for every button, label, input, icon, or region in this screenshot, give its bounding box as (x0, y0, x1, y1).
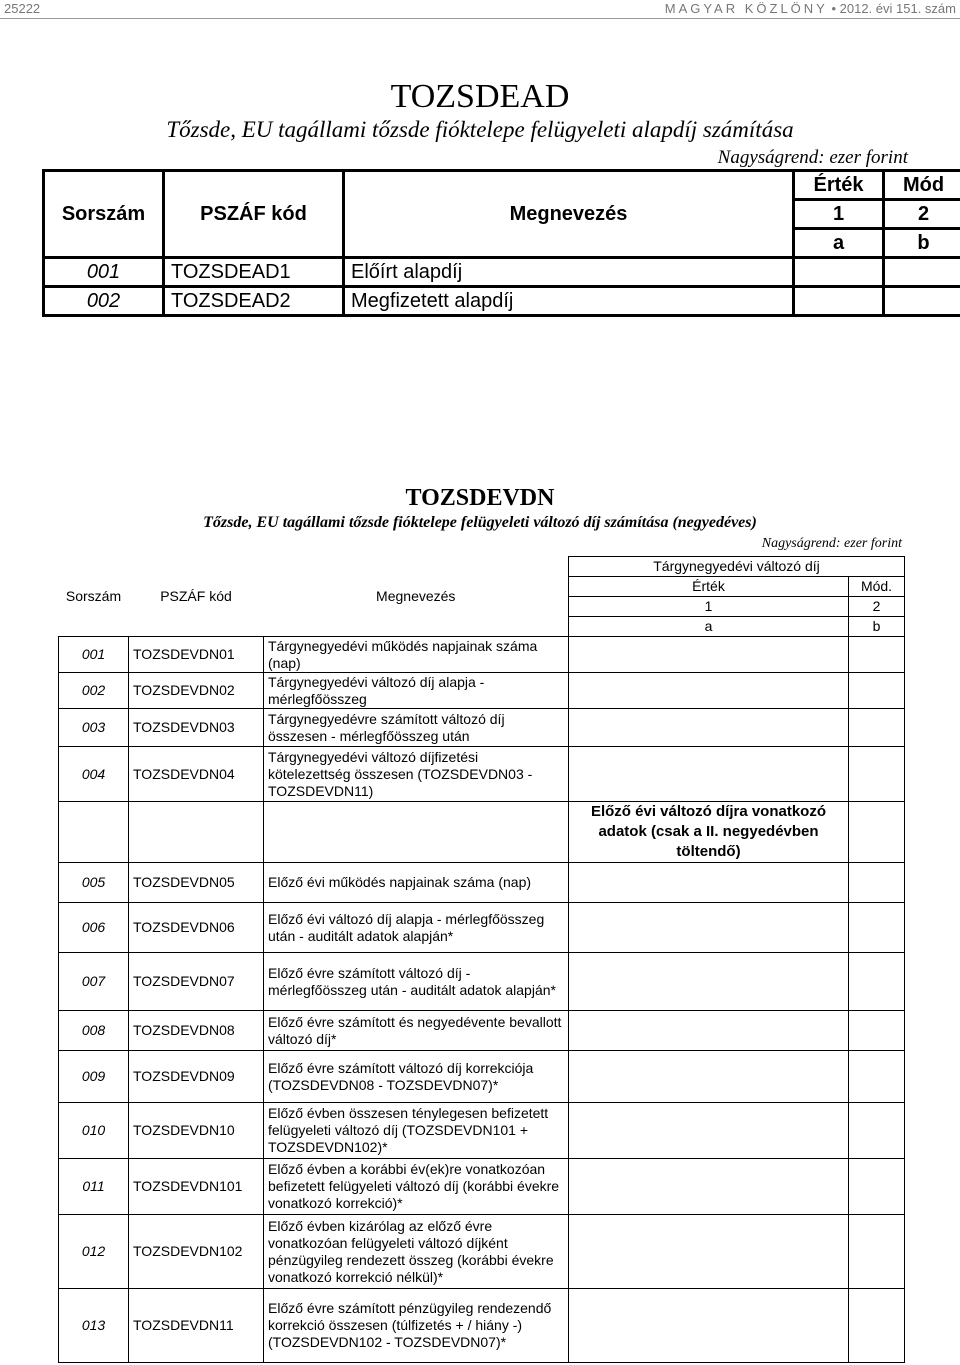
mod-cell[interactable] (849, 1051, 905, 1103)
form1-header-colb: b (884, 229, 960, 258)
row-name: Előző évi változó díj alapja - mérlegfőösszeg után - auditált adatok alapján* (264, 903, 569, 953)
row-name: Tárgynegyedévi működés napjainak száma (nap) (264, 637, 569, 673)
mod-cell[interactable] (849, 863, 905, 903)
mod-cell[interactable] (849, 1011, 905, 1051)
row-code: TOZSDEVDN11 (129, 1289, 264, 1363)
row-name: Előző évre számított változó díj - mérlegfőösszeg után - auditált adatok alapján* (264, 953, 569, 1011)
row-number: 012 (59, 1215, 129, 1289)
form1-header-row (44, 171, 960, 200)
table-row (44, 258, 960, 287)
row-code: TOZSDEAD1 (164, 258, 344, 287)
value-cell[interactable] (569, 673, 849, 709)
table-row (59, 903, 905, 953)
row-code: TOZSDEVDN05 (129, 863, 264, 903)
row-name: Előző évben összesen ténylegesen befizetett felügyeleti változó díj (TOZSDEVDN101 + TOZSDEVDN102)* (264, 1103, 569, 1159)
row-name: Előző évre számított pénzügyileg rendezendő korrekció összesen (túlfizetés + / hiány -) (TOZSDEVDN102 - TOZSDEVDN07)* (264, 1289, 569, 1363)
mod-cell[interactable] (849, 747, 905, 802)
form2-header-colb: b (849, 617, 905, 637)
value-cell[interactable] (794, 287, 884, 316)
form1-header-pszaf: PSZÁF kód (164, 171, 344, 258)
form2-subtitle: Tőzsde, EU tagállami tőzsde fióktelepe felügyeleti változó díj számítása (negyedéves) (203, 514, 757, 531)
value-cell[interactable] (569, 637, 849, 673)
table-row (59, 747, 905, 802)
row-number: 005 (59, 863, 129, 903)
form1-header-col2: 2 (884, 200, 960, 229)
table-row (59, 637, 905, 673)
row-code: TOZSDEVDN06 (129, 903, 264, 953)
table-row (59, 673, 905, 709)
mod-cell[interactable] (849, 1103, 905, 1159)
form1-header-cola: a (794, 229, 884, 258)
form2-header-col2: 2 (849, 597, 905, 617)
table-row (59, 1159, 905, 1215)
mod-cell[interactable] (884, 287, 960, 316)
journal-name: MAGYAR KÖZLÖNY (664, 1, 828, 16)
form2-header-megnevezes: Megnevezés (376, 587, 456, 604)
value-cell[interactable] (569, 1103, 849, 1159)
row-number: 002 (59, 673, 129, 709)
row-code: TOZSDEAD2 (164, 287, 344, 316)
row-code: TOZSDEVDN07 (129, 953, 264, 1011)
value-cell[interactable] (569, 1051, 849, 1103)
value-cell[interactable] (569, 863, 849, 903)
row-name: Tárgynegyedévre számított változó díj összesen - mérlegfőösszeg után (264, 709, 569, 747)
table-row (59, 863, 905, 903)
form2-header-col1: 1 (569, 597, 849, 617)
row-number: 001 (59, 637, 129, 673)
row-number: 009 (59, 1051, 129, 1103)
table-row (59, 953, 905, 1011)
table-row (44, 287, 960, 316)
divider-cell (59, 802, 129, 863)
row-number: 003 (59, 709, 129, 747)
row-number: 011 (59, 1159, 129, 1215)
mod-cell[interactable] (849, 709, 905, 747)
row-code: TOZSDEVDN04 (129, 747, 264, 802)
form1-code-title: TOZSDEAD (390, 78, 570, 115)
form2-header-cola: a (569, 617, 849, 637)
value-cell[interactable] (569, 1011, 849, 1051)
table-row (59, 1289, 905, 1363)
row-number: 001 (44, 258, 164, 287)
form1-subtitle: Tőzsde, EU tagállami tőzsde fióktelepe felügyeleti alapdíj számítása (166, 117, 794, 142)
table-row (59, 1215, 905, 1289)
row-name: Megfizetett alapdíj (344, 287, 794, 316)
row-number: 008 (59, 1011, 129, 1051)
row-name: Tárgynegyedévi változó díj alapja - mérlegfőösszeg (264, 673, 569, 709)
value-cell[interactable] (569, 953, 849, 1011)
header-rule (0, 18, 960, 19)
value-cell[interactable] (569, 1289, 849, 1363)
table-row (59, 709, 905, 747)
row-number: 007 (59, 953, 129, 1011)
row-code: TOZSDEVDN03 (129, 709, 264, 747)
mod-cell[interactable] (849, 1289, 905, 1363)
table-row (59, 1011, 905, 1051)
table-row (59, 1051, 905, 1103)
row-name: Előző évi működés napjainak száma (nap) (264, 863, 569, 903)
form1-header-col1: 1 (794, 200, 884, 229)
previous-year-divider (59, 802, 905, 863)
mod-cell[interactable] (849, 1159, 905, 1215)
row-name: Előző évre számított és negyedévente bevallott változó díj* (264, 1011, 569, 1051)
divider-cell (849, 802, 905, 863)
row-name: Előírt alapdíj (344, 258, 794, 287)
form1-header-sorszam: Sorszám (44, 171, 164, 258)
form2-code-title: TOZSDEVDN (405, 485, 555, 511)
value-cell[interactable] (569, 747, 849, 802)
form1-table (42, 169, 960, 317)
divider-cell (129, 802, 264, 863)
form2-header-group: Tárgynegyedévi változó díj (569, 557, 905, 577)
value-cell[interactable] (569, 1159, 849, 1215)
mod-cell[interactable] (884, 258, 960, 287)
form1-header-megnevezes: Megnevezés (344, 171, 794, 258)
divider-cell (264, 802, 569, 863)
form2-header-pszaf: PSZÁF kód (160, 587, 232, 604)
row-number: 004 (59, 747, 129, 802)
journal-info: MAGYAR KÖZLÖNY • 2012. évi 151. szám (664, 1, 956, 16)
mod-cell[interactable] (849, 673, 905, 709)
form2-table (58, 556, 905, 1363)
form2-header-sorszam: Sorszám (65, 587, 122, 604)
row-code: TOZSDEVDN02 (129, 673, 264, 709)
page-number: 25222 (4, 1, 41, 16)
form2-header-ertek: Érték (569, 577, 849, 597)
mod-cell[interactable] (849, 1215, 905, 1289)
row-code: TOZSDEVDN08 (129, 1011, 264, 1051)
row-name: Előző évben a korábbi év(ek)re vonatkozóan befizetett felügyeleti változó díj (korábbi évekre vonatkozó korrekció)* (264, 1159, 569, 1215)
page-header (0, 0, 960, 20)
form1-unit: Nagyságrend: ezer forint (717, 147, 908, 168)
form2-header-row (59, 557, 905, 577)
journal-issue: 2012. évi 151. szám (839, 1, 956, 16)
value-cell[interactable] (569, 903, 849, 953)
form1-header-ertek: Érték (794, 171, 884, 200)
row-code: TOZSDEVDN101 (129, 1159, 264, 1215)
row-number: 010 (59, 1103, 129, 1159)
row-name: Tárgynegyedévi változó díjfizetési kötelezettség összesen (TOZSDEVDN03 - TOZSDEVDN11) (264, 747, 569, 802)
row-number: 002 (44, 287, 164, 316)
mod-cell[interactable] (849, 953, 905, 1011)
previous-year-note: Előző évi változó díjra vonatkozó adatok (csak a II. negyedévben töltendő) (569, 802, 849, 863)
table-row (59, 1103, 905, 1159)
row-number: 013 (59, 1289, 129, 1363)
row-name: Előző évre számított változó díj korrekciója (TOZSDEVDN08 - TOZSDEVDN07)* (264, 1051, 569, 1103)
row-code: TOZSDEVDN09 (129, 1051, 264, 1103)
row-number: 006 (59, 903, 129, 953)
row-code: TOZSDEVDN10 (129, 1103, 264, 1159)
value-cell[interactable] (794, 258, 884, 287)
form2-header-mod: Mód. (849, 577, 905, 597)
form2-unit: Nagyságrend: ezer forint (761, 536, 902, 551)
row-code: TOZSDEVDN01 (129, 637, 264, 673)
mod-cell[interactable] (849, 903, 905, 953)
value-cell[interactable] (569, 1215, 849, 1289)
form1-header-mod: Mód (884, 171, 960, 200)
mod-cell[interactable] (849, 637, 905, 673)
row-code: TOZSDEVDN102 (129, 1215, 264, 1289)
row-name: Előző évben kizárólag az előző évre vonatkozóan felügyeleti változó díjként pénzügyileg rendezett összeg (korábbi évekre vonatkozó korrekció nélkül)* (264, 1215, 569, 1289)
value-cell[interactable] (569, 709, 849, 747)
